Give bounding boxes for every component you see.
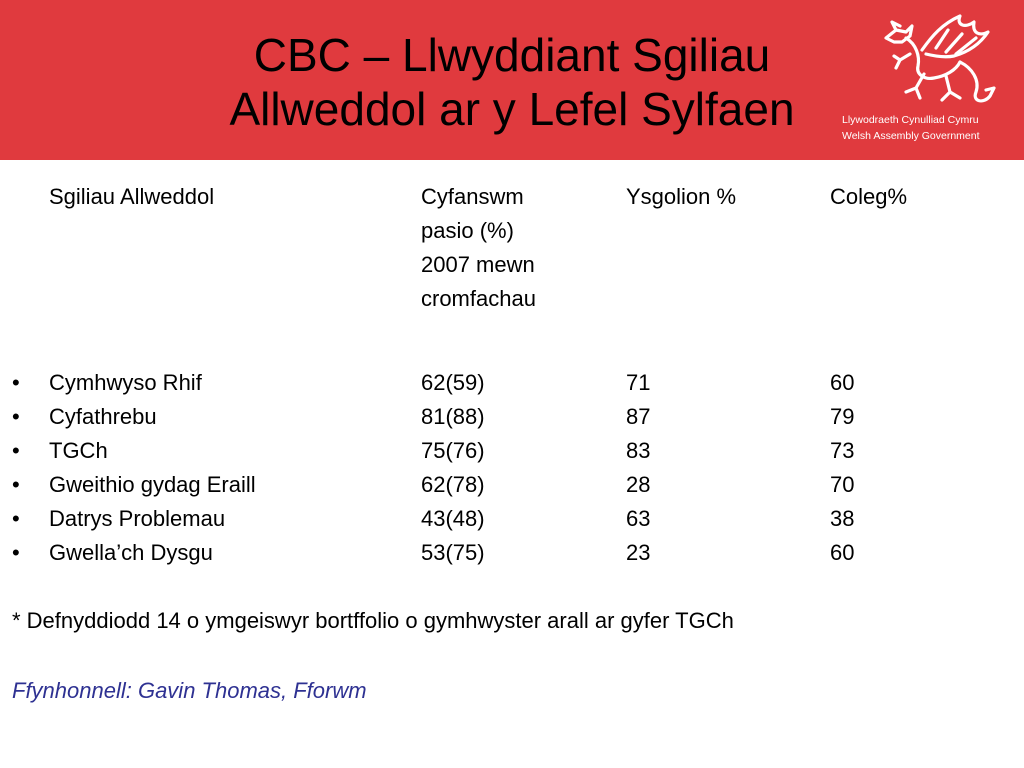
bullet: • [12, 370, 20, 395]
cell-college: 60 [830, 540, 855, 565]
cell-schools: 87 [626, 404, 651, 429]
cell-college: 73 [830, 438, 855, 463]
bullet: • [12, 506, 20, 531]
table-row [0, 366, 1024, 400]
cell-schools: 28 [626, 472, 651, 497]
table-row [0, 536, 1024, 570]
bullet: • [12, 540, 20, 565]
source-citation: Ffynhonnell: Gavin Thomas, Fforwm [12, 678, 367, 703]
cell-college: 70 [830, 472, 855, 497]
logo-text-welsh: Llywodraeth Cynulliad Cymru [842, 114, 979, 126]
table-row [0, 502, 1024, 536]
footnote: * Defnyddiodd 14 o ymgeiswyr bortffolio o gymhwyster arall ar gyfer TGCh [12, 608, 734, 633]
cell-total: 53(75) [421, 540, 485, 565]
cell-skill: Gwella’ch Dysgu [49, 540, 213, 565]
cell-skill: Cymhwyso Rhif [49, 370, 202, 395]
column-header-total-line: Cyfanswm [421, 184, 524, 209]
cell-total: 81(88) [421, 404, 485, 429]
title-line-2: Allweddol ar y Lefel Sylfaen [229, 83, 795, 135]
cell-schools: 83 [626, 438, 651, 463]
column-header-total [421, 180, 611, 316]
cell-skill: Gweithio gydag Eraill [49, 472, 256, 497]
column-header-total-line: cromfachau [421, 286, 536, 311]
cell-college: 38 [830, 506, 855, 531]
table-row [0, 434, 1024, 468]
cell-schools: 63 [626, 506, 651, 531]
cell-total: 43(48) [421, 506, 485, 531]
table-row [0, 468, 1024, 502]
cell-total: 75(76) [421, 438, 485, 463]
cell-skill: TGCh [49, 438, 108, 463]
column-header-skill: Sgiliau Allweddol [49, 184, 215, 209]
cell-total: 62(59) [421, 370, 485, 395]
logo-text-english: Welsh Assembly Government [842, 130, 980, 142]
cell-skill: Datrys Problemau [49, 506, 226, 531]
cell-college: 79 [830, 404, 855, 429]
cell-college: 60 [830, 370, 855, 395]
bullet: • [12, 438, 20, 463]
title-line-1: CBC – Llwyddiant Sgiliau [253, 29, 771, 81]
column-header-schools: Ysgolion % [626, 184, 737, 209]
column-header-total-line: pasio (%) [421, 218, 514, 243]
cell-skill: Cyfathrebu [49, 404, 157, 429]
cell-total: 62(78) [421, 472, 485, 497]
table-body [0, 366, 1024, 570]
page-title [0, 28, 1024, 136]
column-header-college: Coleg% [830, 184, 908, 209]
table-row [0, 400, 1024, 434]
cell-schools: 23 [626, 540, 651, 565]
cell-schools: 71 [626, 370, 651, 395]
column-header-total-line: 2007 mewn [421, 252, 535, 277]
bullet: • [12, 472, 20, 497]
bullet: • [12, 404, 20, 429]
